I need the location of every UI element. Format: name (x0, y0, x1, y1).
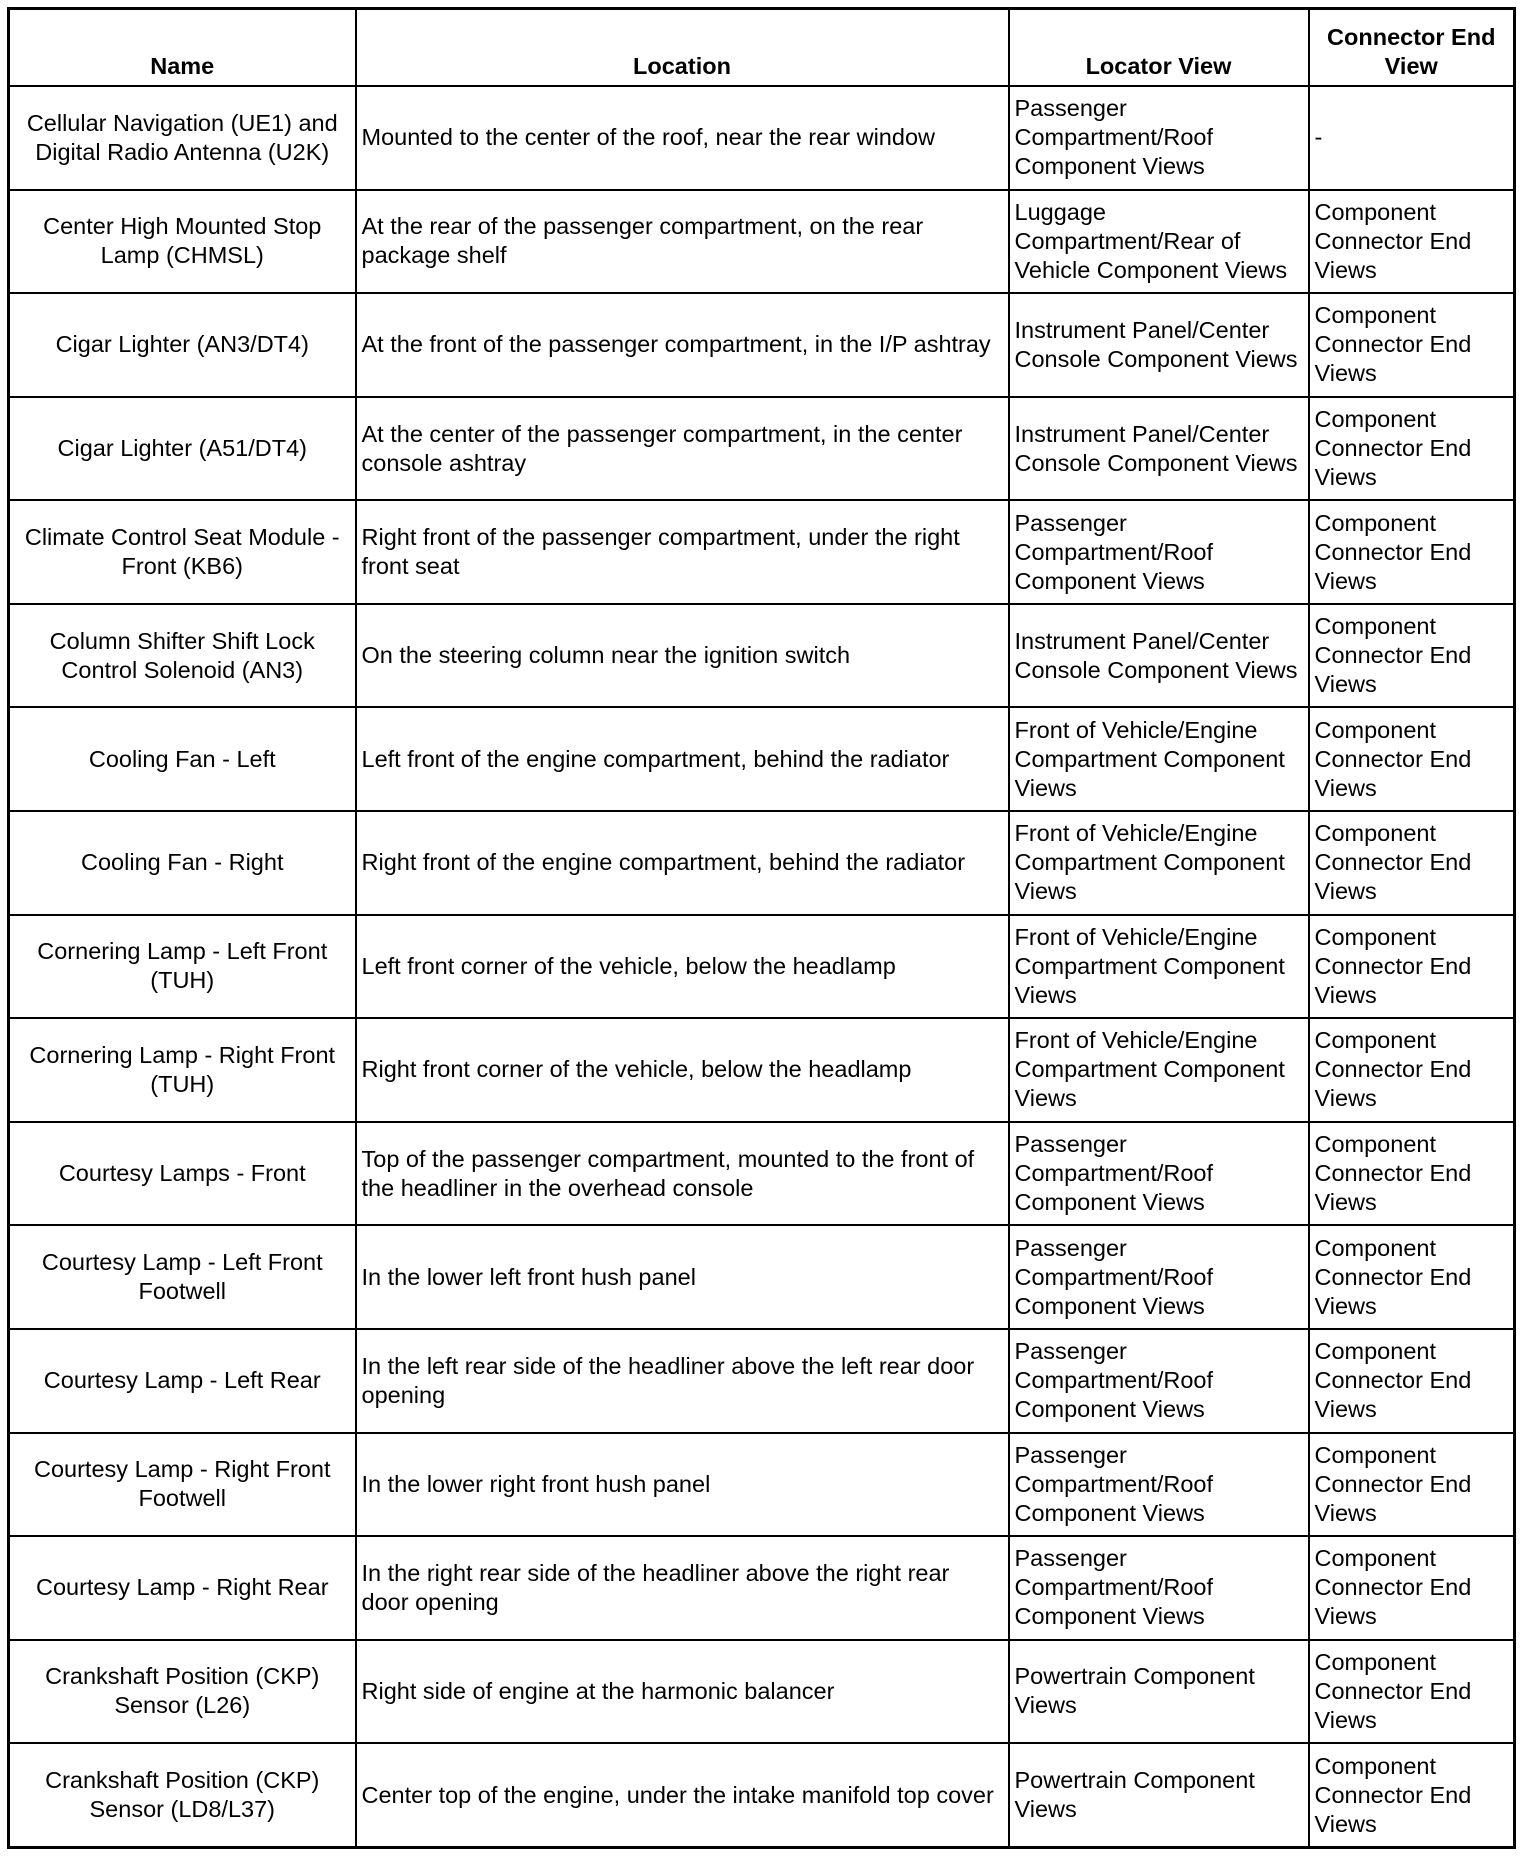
cell-connector-end-view: Component Connector End Views (1309, 1018, 1515, 1122)
cell-connector-end-view: Component Connector End Views (1309, 1122, 1515, 1226)
table-row (9, 1329, 1515, 1433)
cell-name: Courtesy Lamp - Left Rear (9, 1329, 356, 1433)
cell-connector-end-view: Component Connector End Views (1309, 293, 1515, 397)
cell-connector-end-view: Component Connector End Views (1309, 915, 1515, 1019)
cell-location: On the steering column near the ignition switch (356, 604, 1009, 708)
cell-connector-end-view: Component Connector End Views (1309, 1743, 1515, 1847)
table-header-row (9, 9, 1515, 87)
cell-name: Courtesy Lamps - Front (9, 1122, 356, 1226)
table-row (9, 604, 1515, 708)
cell-connector-end-view: Component Connector End Views (1309, 190, 1515, 294)
cell-name: Courtesy Lamp - Left Front Footwell (9, 1225, 356, 1329)
table-row (9, 397, 1515, 501)
cell-name: Cigar Lighter (A51/DT4) (9, 397, 356, 501)
header-name: Name (9, 9, 356, 87)
cell-connector-end-view: Component Connector End Views (1309, 1225, 1515, 1329)
cell-locator-view: Luggage Compartment/Rear of Vehicle Component Views (1009, 190, 1309, 294)
table-row (9, 915, 1515, 1019)
cell-connector-end-view: Component Connector End Views (1309, 397, 1515, 501)
header-location: Location (356, 9, 1009, 87)
cell-connector-end-view: Component Connector End Views (1309, 1536, 1515, 1640)
cell-locator-view: Front of Vehicle/Engine Compartment Component Views (1009, 811, 1309, 915)
cell-locator-view: Powertrain Component Views (1009, 1743, 1309, 1847)
cell-connector-end-view: Component Connector End Views (1309, 1329, 1515, 1433)
cell-name: Cooling Fan - Right (9, 811, 356, 915)
cell-locator-view: Powertrain Component Views (1009, 1640, 1309, 1744)
cell-name: Courtesy Lamp - Right Front Footwell (9, 1433, 356, 1537)
table-row (9, 707, 1515, 811)
cell-name: Climate Control Seat Module - Front (KB6) (9, 500, 356, 604)
cell-location: In the left rear side of the headliner above the left rear door opening (356, 1329, 1009, 1433)
table-row (9, 86, 1515, 190)
cell-location: Right front of the engine compartment, behind the radiator (356, 811, 1009, 915)
cell-location: Center top of the engine, under the intake manifold top cover (356, 1743, 1009, 1847)
cell-locator-view: Passenger Compartment/Roof Component Views (1009, 1433, 1309, 1537)
cell-location: At the rear of the passenger compartment, on the rear package shelf (356, 190, 1009, 294)
cell-name: Cornering Lamp - Left Front (TUH) (9, 915, 356, 1019)
cell-locator-view: Passenger Compartment/Roof Component Views (1009, 1225, 1309, 1329)
cell-locator-view: Instrument Panel/Center Console Component Views (1009, 604, 1309, 708)
cell-name: Courtesy Lamp - Right Rear (9, 1536, 356, 1640)
table-row (9, 500, 1515, 604)
cell-location: In the right rear side of the headliner above the right rear door opening (356, 1536, 1009, 1640)
cell-name: Cigar Lighter (AN3/DT4) (9, 293, 356, 397)
cell-connector-end-view: Component Connector End Views (1309, 707, 1515, 811)
cell-locator-view: Passenger Compartment/Roof Component Views (1009, 86, 1309, 190)
table-body (9, 86, 1515, 1848)
cell-name: Center High Mounted Stop Lamp (CHMSL) (9, 190, 356, 294)
component-locator-table (7, 7, 1516, 1849)
table-row (9, 293, 1515, 397)
cell-connector-end-view: Component Connector End Views (1309, 500, 1515, 604)
cell-location: Mounted to the center of the roof, near the rear window (356, 86, 1009, 190)
cell-location: Right front corner of the vehicle, below the headlamp (356, 1018, 1009, 1122)
cell-location: At the center of the passenger compartment, in the center console ashtray (356, 397, 1009, 501)
table-row (9, 1122, 1515, 1226)
table-row (9, 1018, 1515, 1122)
cell-name: Crankshaft Position (CKP) Sensor (LD8/L37) (9, 1743, 356, 1847)
table-row (9, 1640, 1515, 1744)
cell-locator-view: Front of Vehicle/Engine Compartment Component Views (1009, 915, 1309, 1019)
header-locator-view: Locator View (1009, 9, 1309, 87)
component-locator-document (7, 7, 1513, 1849)
cell-location: Right side of engine at the harmonic balancer (356, 1640, 1009, 1744)
cell-connector-end-view: Component Connector End Views (1309, 811, 1515, 915)
cell-name: Cooling Fan - Left (9, 707, 356, 811)
cell-locator-view: Passenger Compartment/Roof Component Views (1009, 1122, 1309, 1226)
cell-locator-view: Passenger Compartment/Roof Component Views (1009, 1329, 1309, 1433)
table-row (9, 1743, 1515, 1847)
cell-locator-view: Passenger Compartment/Roof Component Views (1009, 1536, 1309, 1640)
cell-locator-view: Instrument Panel/Center Console Component Views (1009, 293, 1309, 397)
cell-location: In the lower right front hush panel (356, 1433, 1009, 1537)
header-connector-end-view: Connector End View (1309, 9, 1515, 87)
cell-connector-end-view: Component Connector End Views (1309, 604, 1515, 708)
table-row (9, 1536, 1515, 1640)
cell-locator-view: Front of Vehicle/Engine Compartment Component Views (1009, 707, 1309, 811)
cell-location: Left front corner of the vehicle, below the headlamp (356, 915, 1009, 1019)
cell-location: Left front of the engine compartment, behind the radiator (356, 707, 1009, 811)
cell-location: In the lower left front hush panel (356, 1225, 1009, 1329)
cell-name: Cellular Navigation (UE1) and Digital Radio Antenna (U2K) (9, 86, 356, 190)
table-row (9, 1433, 1515, 1537)
table-row (9, 811, 1515, 915)
cell-connector-end-view: - (1309, 86, 1515, 190)
cell-name: Cornering Lamp - Right Front (TUH) (9, 1018, 356, 1122)
cell-locator-view: Instrument Panel/Center Console Component Views (1009, 397, 1309, 501)
cell-name: Column Shifter Shift Lock Control Solenoid (AN3) (9, 604, 356, 708)
cell-location: Right front of the passenger compartment, under the right front seat (356, 500, 1009, 604)
cell-locator-view: Passenger Compartment/Roof Component Views (1009, 500, 1309, 604)
cell-location: At the front of the passenger compartment, in the I/P ashtray (356, 293, 1009, 397)
cell-connector-end-view: Component Connector End Views (1309, 1640, 1515, 1744)
table-row (9, 190, 1515, 294)
cell-locator-view: Front of Vehicle/Engine Compartment Component Views (1009, 1018, 1309, 1122)
cell-name: Crankshaft Position (CKP) Sensor (L26) (9, 1640, 356, 1744)
cell-location: Top of the passenger compartment, mounted to the front of the headliner in the overhead console (356, 1122, 1009, 1226)
cell-connector-end-view: Component Connector End Views (1309, 1433, 1515, 1537)
table-row (9, 1225, 1515, 1329)
